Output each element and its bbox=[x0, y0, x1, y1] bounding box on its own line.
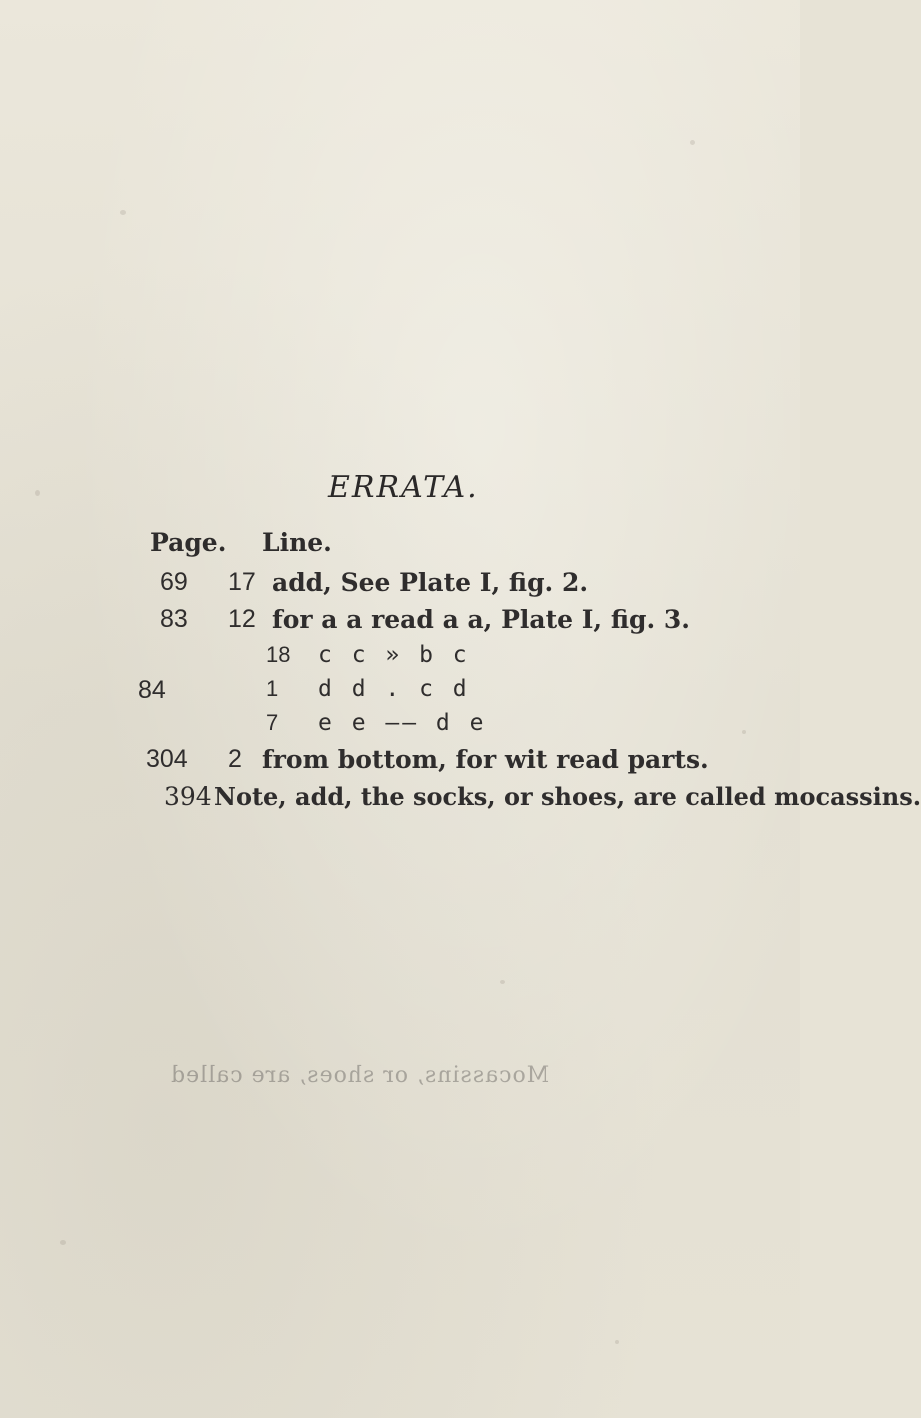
column-headers bbox=[150, 528, 332, 557]
row-text: e e —— d e bbox=[318, 710, 487, 736]
row-page: 69 bbox=[160, 568, 188, 596]
row-page: 304 bbox=[146, 745, 188, 773]
row-line: 7 bbox=[266, 710, 279, 735]
row-text: for a a read a a, Plate I, fig. 3. bbox=[272, 605, 690, 634]
row-page: 84 bbox=[138, 676, 166, 704]
row-text: Note, add, the socks, or shoes, are called mocassins. bbox=[214, 782, 921, 811]
row-text: add, See Plate I, fig. 2. bbox=[272, 568, 589, 597]
page-column-header: Page. bbox=[150, 528, 227, 557]
row-line: 2 bbox=[228, 745, 242, 773]
row-page: 394 bbox=[164, 782, 212, 811]
paper-speckle bbox=[35, 490, 40, 496]
paper-speckle bbox=[742, 730, 746, 734]
bleed-through-text: Mocassins, or shoes, are called bbox=[170, 1063, 550, 1088]
row-line: 1 bbox=[266, 676, 279, 701]
row-text: d d . c d bbox=[318, 676, 470, 702]
paper-speckle bbox=[60, 1240, 66, 1245]
row-line: 17 bbox=[228, 568, 256, 596]
paper-speckle bbox=[500, 980, 505, 984]
line-column-header: Line. bbox=[262, 528, 332, 557]
row-text: from bottom, for wit read parts. bbox=[262, 745, 709, 774]
paper-speckle bbox=[690, 140, 695, 145]
row-page: 83 bbox=[160, 605, 188, 633]
paper-speckle bbox=[615, 1340, 619, 1344]
errata-title: ERRATA. bbox=[328, 470, 479, 505]
row-line: 12 bbox=[228, 605, 256, 633]
row-line: 18 bbox=[266, 642, 291, 667]
row-text: c c » b c bbox=[318, 642, 470, 668]
paper-speckle bbox=[120, 210, 126, 215]
